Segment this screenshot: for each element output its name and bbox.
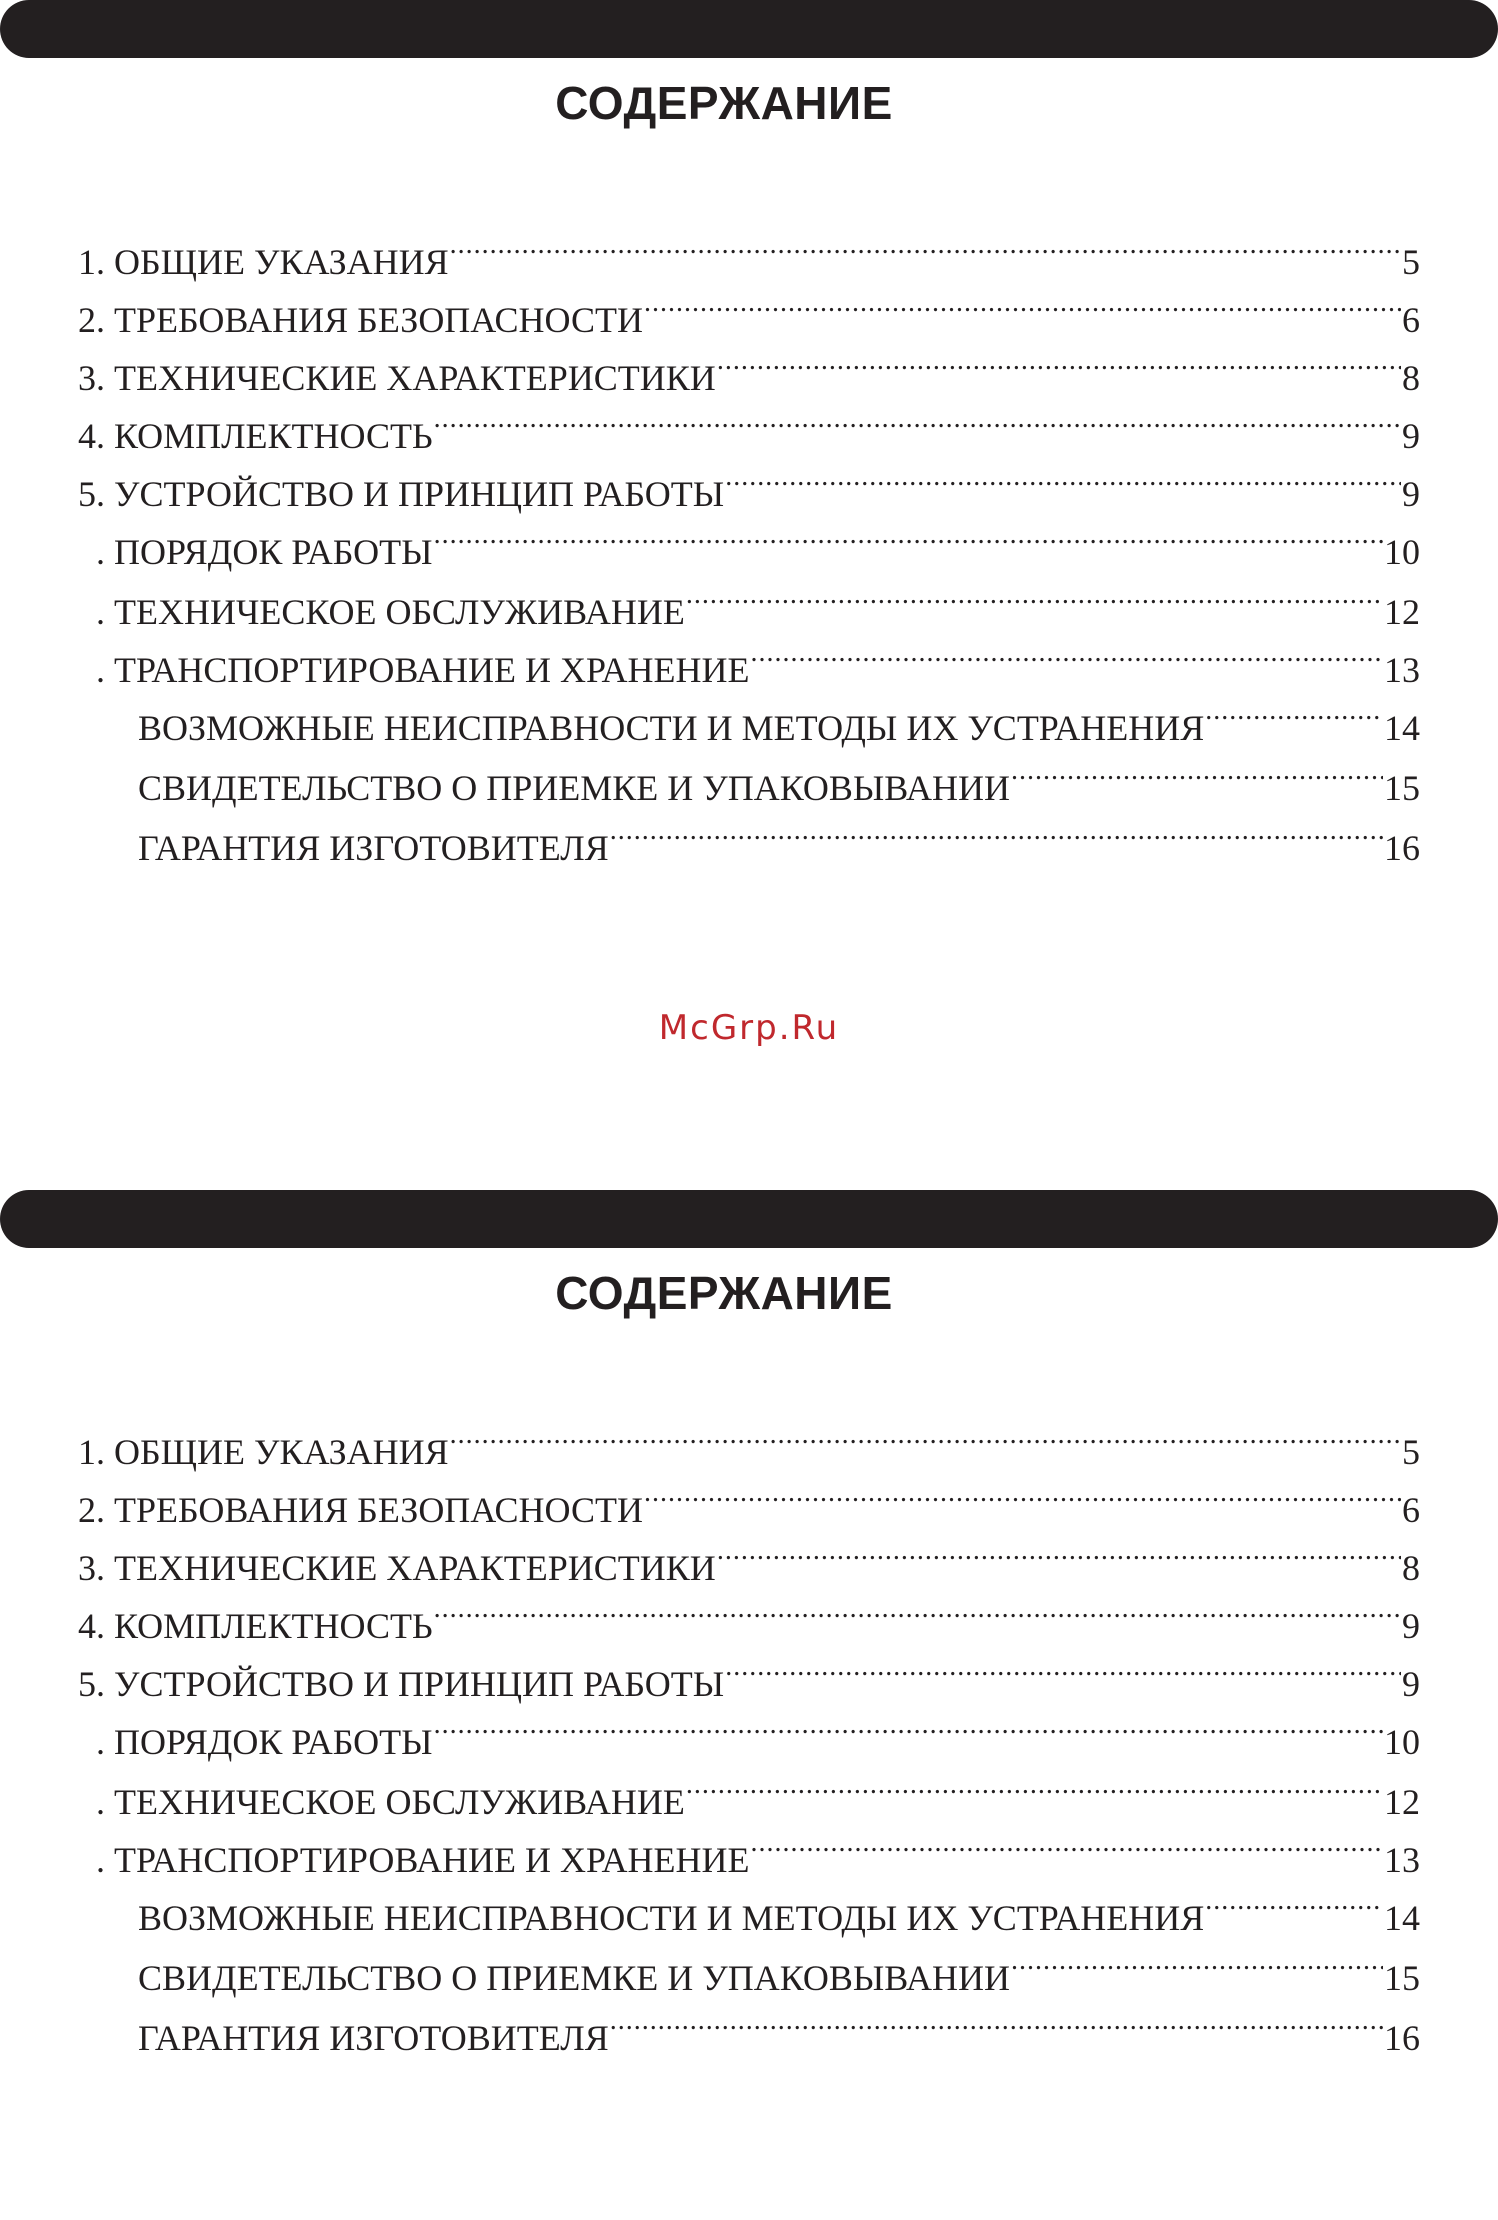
header-bar bbox=[0, 1190, 1498, 1248]
toc-entry-title: 4. КОМПЛЕКТНОСТЬ bbox=[78, 1606, 433, 1646]
toc-entry-page-number: 6 bbox=[1402, 1490, 1420, 1530]
toc-entry bbox=[78, 1594, 1420, 1648]
dot-leader bbox=[434, 404, 1401, 448]
toc-entry bbox=[78, 288, 1420, 342]
toc-entry-title: . ПОРЯДОК РАБОТЫ bbox=[96, 532, 433, 572]
toc-entry-page-number: 10 bbox=[1384, 1722, 1420, 1762]
toc-entry-page-number: 15 bbox=[1384, 768, 1420, 808]
toc-entry-title: ГАРАНТИЯ ИЗГОТОВИТЕЛЯ bbox=[138, 2018, 609, 2058]
dot-leader bbox=[644, 1478, 1401, 1522]
toc-entry bbox=[78, 230, 1420, 284]
toc-entry-title: . ТРАНСПОРТИРОВАНИЕ И ХРАНЕНИЕ bbox=[96, 650, 750, 690]
page-title: СОДЕРЖАНИЕ bbox=[555, 1267, 893, 1319]
dot-leader bbox=[1011, 1946, 1383, 1990]
contents-page-1 bbox=[0, 0, 1498, 1030]
dot-leader bbox=[644, 288, 1401, 332]
toc-entry bbox=[138, 1886, 1420, 1940]
toc-entry-page-number: 13 bbox=[1384, 1840, 1420, 1880]
toc-entry-title: 5. УСТРОЙСТВО И ПРИНЦИП РАБОТЫ bbox=[78, 1664, 725, 1704]
toc-entry bbox=[78, 1478, 1420, 1532]
toc-entry bbox=[78, 1536, 1420, 1590]
toc-entry bbox=[96, 520, 1420, 574]
watermark-text: McGrp.Ru bbox=[658, 1008, 840, 1048]
toc-entry bbox=[138, 1946, 1420, 2000]
dot-leader bbox=[1011, 756, 1383, 800]
toc-entry-page-number: 12 bbox=[1384, 1782, 1420, 1822]
toc-entry-title: ВОЗМОЖНЫЕ НЕИСПРАВНОСТИ И МЕТОДЫ ИХ УСТРАНЕНИЯ bbox=[138, 708, 1205, 748]
toc-entry-page-number: 10 bbox=[1384, 532, 1420, 572]
page-title: СОДЕРЖАНИЕ bbox=[555, 77, 893, 129]
toc-entry-title: . ТРАНСПОРТИРОВАНИЕ И ХРАНЕНИЕ bbox=[96, 1840, 750, 1880]
dot-leader bbox=[686, 1770, 1383, 1814]
toc-entry-title: 3. ТЕХНИЧЕСКИЕ ХАРАКТЕРИСТИКИ bbox=[78, 1548, 716, 1588]
toc-entry bbox=[78, 346, 1420, 400]
toc-entry-title: СВИДЕТЕЛЬСТВО О ПРИЕМКЕ И УПАКОВЫВАНИИ bbox=[138, 768, 1011, 808]
toc-entry-page-number: 5 bbox=[1402, 1432, 1420, 1472]
header-bar bbox=[0, 0, 1498, 58]
toc-entry bbox=[78, 462, 1420, 516]
toc-entry bbox=[138, 696, 1420, 750]
toc-entry-page-number: 9 bbox=[1402, 1664, 1420, 1704]
toc-entry bbox=[78, 404, 1420, 458]
dot-leader bbox=[717, 1536, 1401, 1580]
dot-leader bbox=[725, 1652, 1401, 1696]
toc-entry-title: . ТЕХНИЧЕСКОЕ ОБСЛУЖИВАНИЕ bbox=[96, 592, 685, 632]
dot-leader bbox=[717, 346, 1401, 390]
toc-entry-title: 2. ТРЕБОВАНИЯ БЕЗОПАСНОСТИ bbox=[78, 1490, 643, 1530]
toc-entry-title: . ТЕХНИЧЕСКОЕ ОБСЛУЖИВАНИЕ bbox=[96, 1782, 685, 1822]
dot-leader bbox=[450, 230, 1401, 274]
toc-entry-title: 5. УСТРОЙСТВО И ПРИНЦИП РАБОТЫ bbox=[78, 474, 725, 514]
toc-entry-page-number: 14 bbox=[1384, 1898, 1420, 1938]
toc-entry-title: 4. КОМПЛЕКТНОСТЬ bbox=[78, 416, 433, 456]
dot-leader bbox=[725, 462, 1401, 506]
dot-leader bbox=[1205, 1886, 1383, 1930]
toc-entry bbox=[96, 638, 1420, 692]
toc-entry bbox=[96, 1828, 1420, 1882]
dot-leader bbox=[610, 2006, 1383, 2050]
dot-leader bbox=[450, 1420, 1401, 1464]
toc-entry-page-number: 9 bbox=[1402, 1606, 1420, 1646]
toc-entry-page-number: 8 bbox=[1402, 358, 1420, 398]
toc-entry-title: ВОЗМОЖНЫЕ НЕИСПРАВНОСТИ И МЕТОДЫ ИХ УСТРАНЕНИЯ bbox=[138, 1898, 1205, 1938]
toc-entry-title: 1. ОБЩИЕ УКАЗАНИЯ bbox=[78, 242, 449, 282]
toc-entry-page-number: 12 bbox=[1384, 592, 1420, 632]
toc-entry-page-number: 5 bbox=[1402, 242, 1420, 282]
toc-entry-page-number: 14 bbox=[1384, 708, 1420, 748]
toc-entry-title: 3. ТЕХНИЧЕСКИЕ ХАРАКТЕРИСТИКИ bbox=[78, 358, 716, 398]
toc-entry-page-number: 16 bbox=[1384, 2018, 1420, 2058]
toc-entry-title: . ПОРЯДОК РАБОТЫ bbox=[96, 1722, 433, 1762]
toc-entry-title: 2. ТРЕБОВАНИЯ БЕЗОПАСНОСТИ bbox=[78, 300, 643, 340]
toc-entry-page-number: 15 bbox=[1384, 1958, 1420, 1998]
toc-entry-title: ГАРАНТИЯ ИЗГОТОВИТЕЛЯ bbox=[138, 828, 609, 868]
toc-entry bbox=[138, 756, 1420, 810]
dot-leader bbox=[434, 520, 1383, 564]
toc-entry-title: СВИДЕТЕЛЬСТВО О ПРИЕМКЕ И УПАКОВЫВАНИИ bbox=[138, 1958, 1011, 1998]
toc-entry-page-number: 9 bbox=[1402, 416, 1420, 456]
contents-page-2 bbox=[0, 1190, 1498, 2220]
toc-entry-page-number: 6 bbox=[1402, 300, 1420, 340]
dot-leader bbox=[434, 1710, 1383, 1754]
toc-entry bbox=[78, 1652, 1420, 1706]
toc-entry bbox=[78, 1420, 1420, 1474]
toc-entry-page-number: 8 bbox=[1402, 1548, 1420, 1588]
dot-leader bbox=[750, 1828, 1383, 1872]
dot-leader bbox=[750, 638, 1383, 682]
toc-entry-title: 1. ОБЩИЕ УКАЗАНИЯ bbox=[78, 1432, 449, 1472]
dot-leader bbox=[1205, 696, 1383, 740]
dot-leader bbox=[610, 816, 1383, 860]
toc-entry bbox=[96, 1710, 1420, 1764]
toc-entry bbox=[138, 2006, 1420, 2060]
dot-leader bbox=[434, 1594, 1401, 1638]
toc-entry-page-number: 16 bbox=[1384, 828, 1420, 868]
toc-entry-page-number: 13 bbox=[1384, 650, 1420, 690]
toc-entry bbox=[96, 580, 1420, 634]
dot-leader bbox=[686, 580, 1383, 624]
toc-entry-page-number: 9 bbox=[1402, 474, 1420, 514]
toc-entry bbox=[96, 1770, 1420, 1824]
toc-entry bbox=[138, 816, 1420, 870]
